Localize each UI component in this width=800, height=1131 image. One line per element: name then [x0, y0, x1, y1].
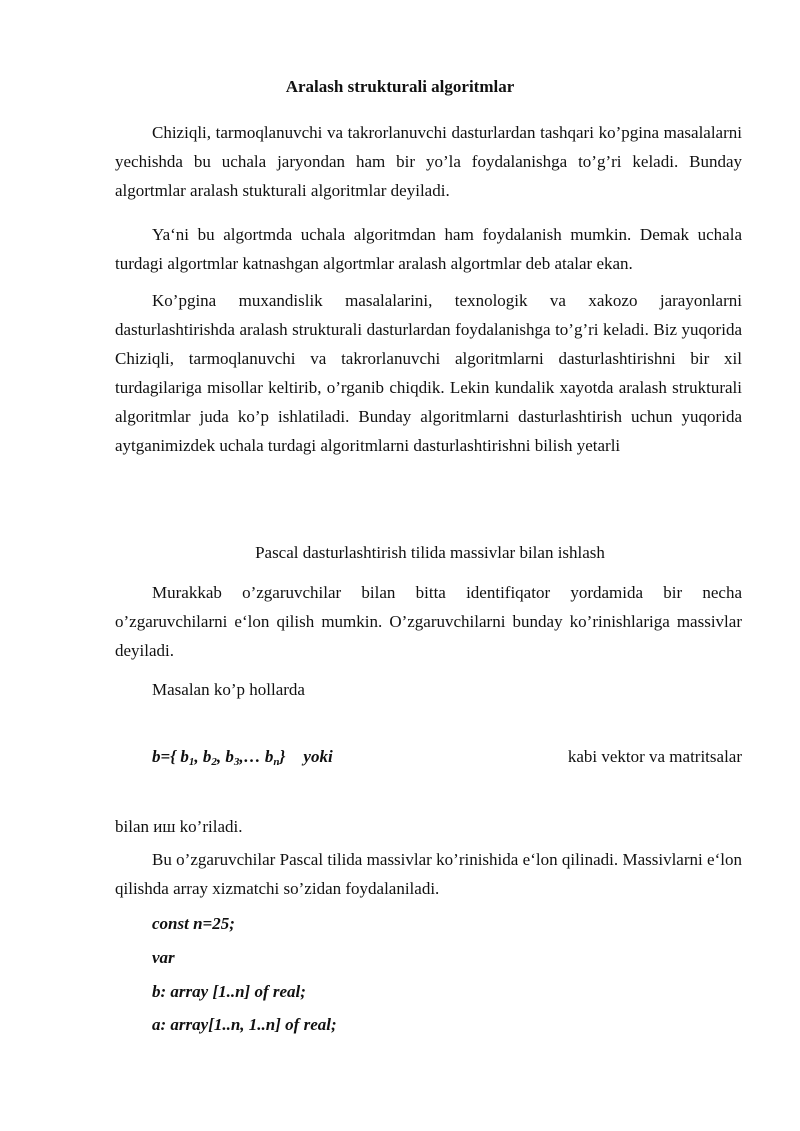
paragraph-continuation-text: bilan иш ko’riladi. — [115, 817, 243, 836]
code-line-var: var — [152, 948, 175, 967]
paragraph-meaning-text: Ya‘ni bu algortmda uchala algoritmdan ham foydalanish mumkin. Demak uchala turdagi algortmlar katnashgan algortmlar aralash algortmlar deb atalar ekan. — [115, 225, 742, 273]
paragraph-declaration — [115, 845, 742, 903]
code-line-array-a: a: array[1..n, 1..n] of real; — [152, 1015, 337, 1034]
paragraph-intro-text: Chiziqli, tarmoqlanuvchi va takrorlanuvchi dasturlardan tashqari ko’pgina masalalarni yechishda bu uchala jaryondan ham bir yo’la foydalanishga to’g’ri keladi. Bunday algortmlar aralash stukturali algoritmlar deyiladi. — [115, 123, 742, 200]
paragraph-meaning — [115, 220, 742, 278]
section-title: Pascal dasturlashtirish tilida massivlar bilan ishlash — [255, 543, 605, 562]
page-title: Aralash strukturali algoritmlar — [285, 77, 515, 96]
formula-row — [152, 742, 742, 771]
paragraph-intro — [115, 118, 742, 205]
paragraph-usage — [115, 286, 742, 460]
code-line-array-b: b: array [1..n] of real; — [152, 982, 306, 1001]
paragraph-usage-text: Ko’pgina muxandislik masalalarini, texnologik va xakozo jarayonlarni dasturlashtirishda aralash strukturali dasturlardan foydalanishga to’g’ri keladi. Biz yuqorida Chiziqli, tarmoqlanuvchi va takrorlanuvchi algoritmlarni dasturlashtirishni bir xil turdagilariga misollar keltirib, o’rganib chiqdik. Lekin kundalik xayotda aralash strukturali algoritmlar juda ko’p ishlatiladi. Bunday algoritmlarni dasturlashtirish uchun yuqorida aytganimizdek uchala turdagi algoritmlarni dasturlashtirishni bilish yetarli — [115, 291, 742, 455]
formula-yoki: yoki — [303, 747, 333, 766]
paragraph-arrays — [115, 578, 742, 665]
vector-formula: b={ $b_1$, $b_2$, $b_3,\dots$ $b_n$} yoki — [152, 747, 333, 768]
paragraph-example-text: Masalan ko’p hollarda — [152, 680, 305, 699]
paragraph-arrays-text: Murakkab o’zgaruvchilar bilan bitta identifiqator yordamida bir necha o’zgaruvchilarni e‘lon qilish mumkin. O’zgaruvchilarni bunday ko’rinishlariga massivlar deyiladi. — [115, 583, 742, 660]
paragraph-continuation — [115, 812, 742, 841]
formula-right-text: kabi vektor va matritsalar — [567, 747, 742, 766]
code-line-const: const n=25; — [152, 914, 235, 933]
paragraph-declaration-text: Bu o’zgaruvchilar Pascal tilida massivlar ko’rinishida e‘lon qilinadi. Massivlarni e‘lon qilishda array xizmatchi so’zidan foydalaniladi. — [115, 850, 742, 898]
paragraph-example — [115, 675, 742, 704]
